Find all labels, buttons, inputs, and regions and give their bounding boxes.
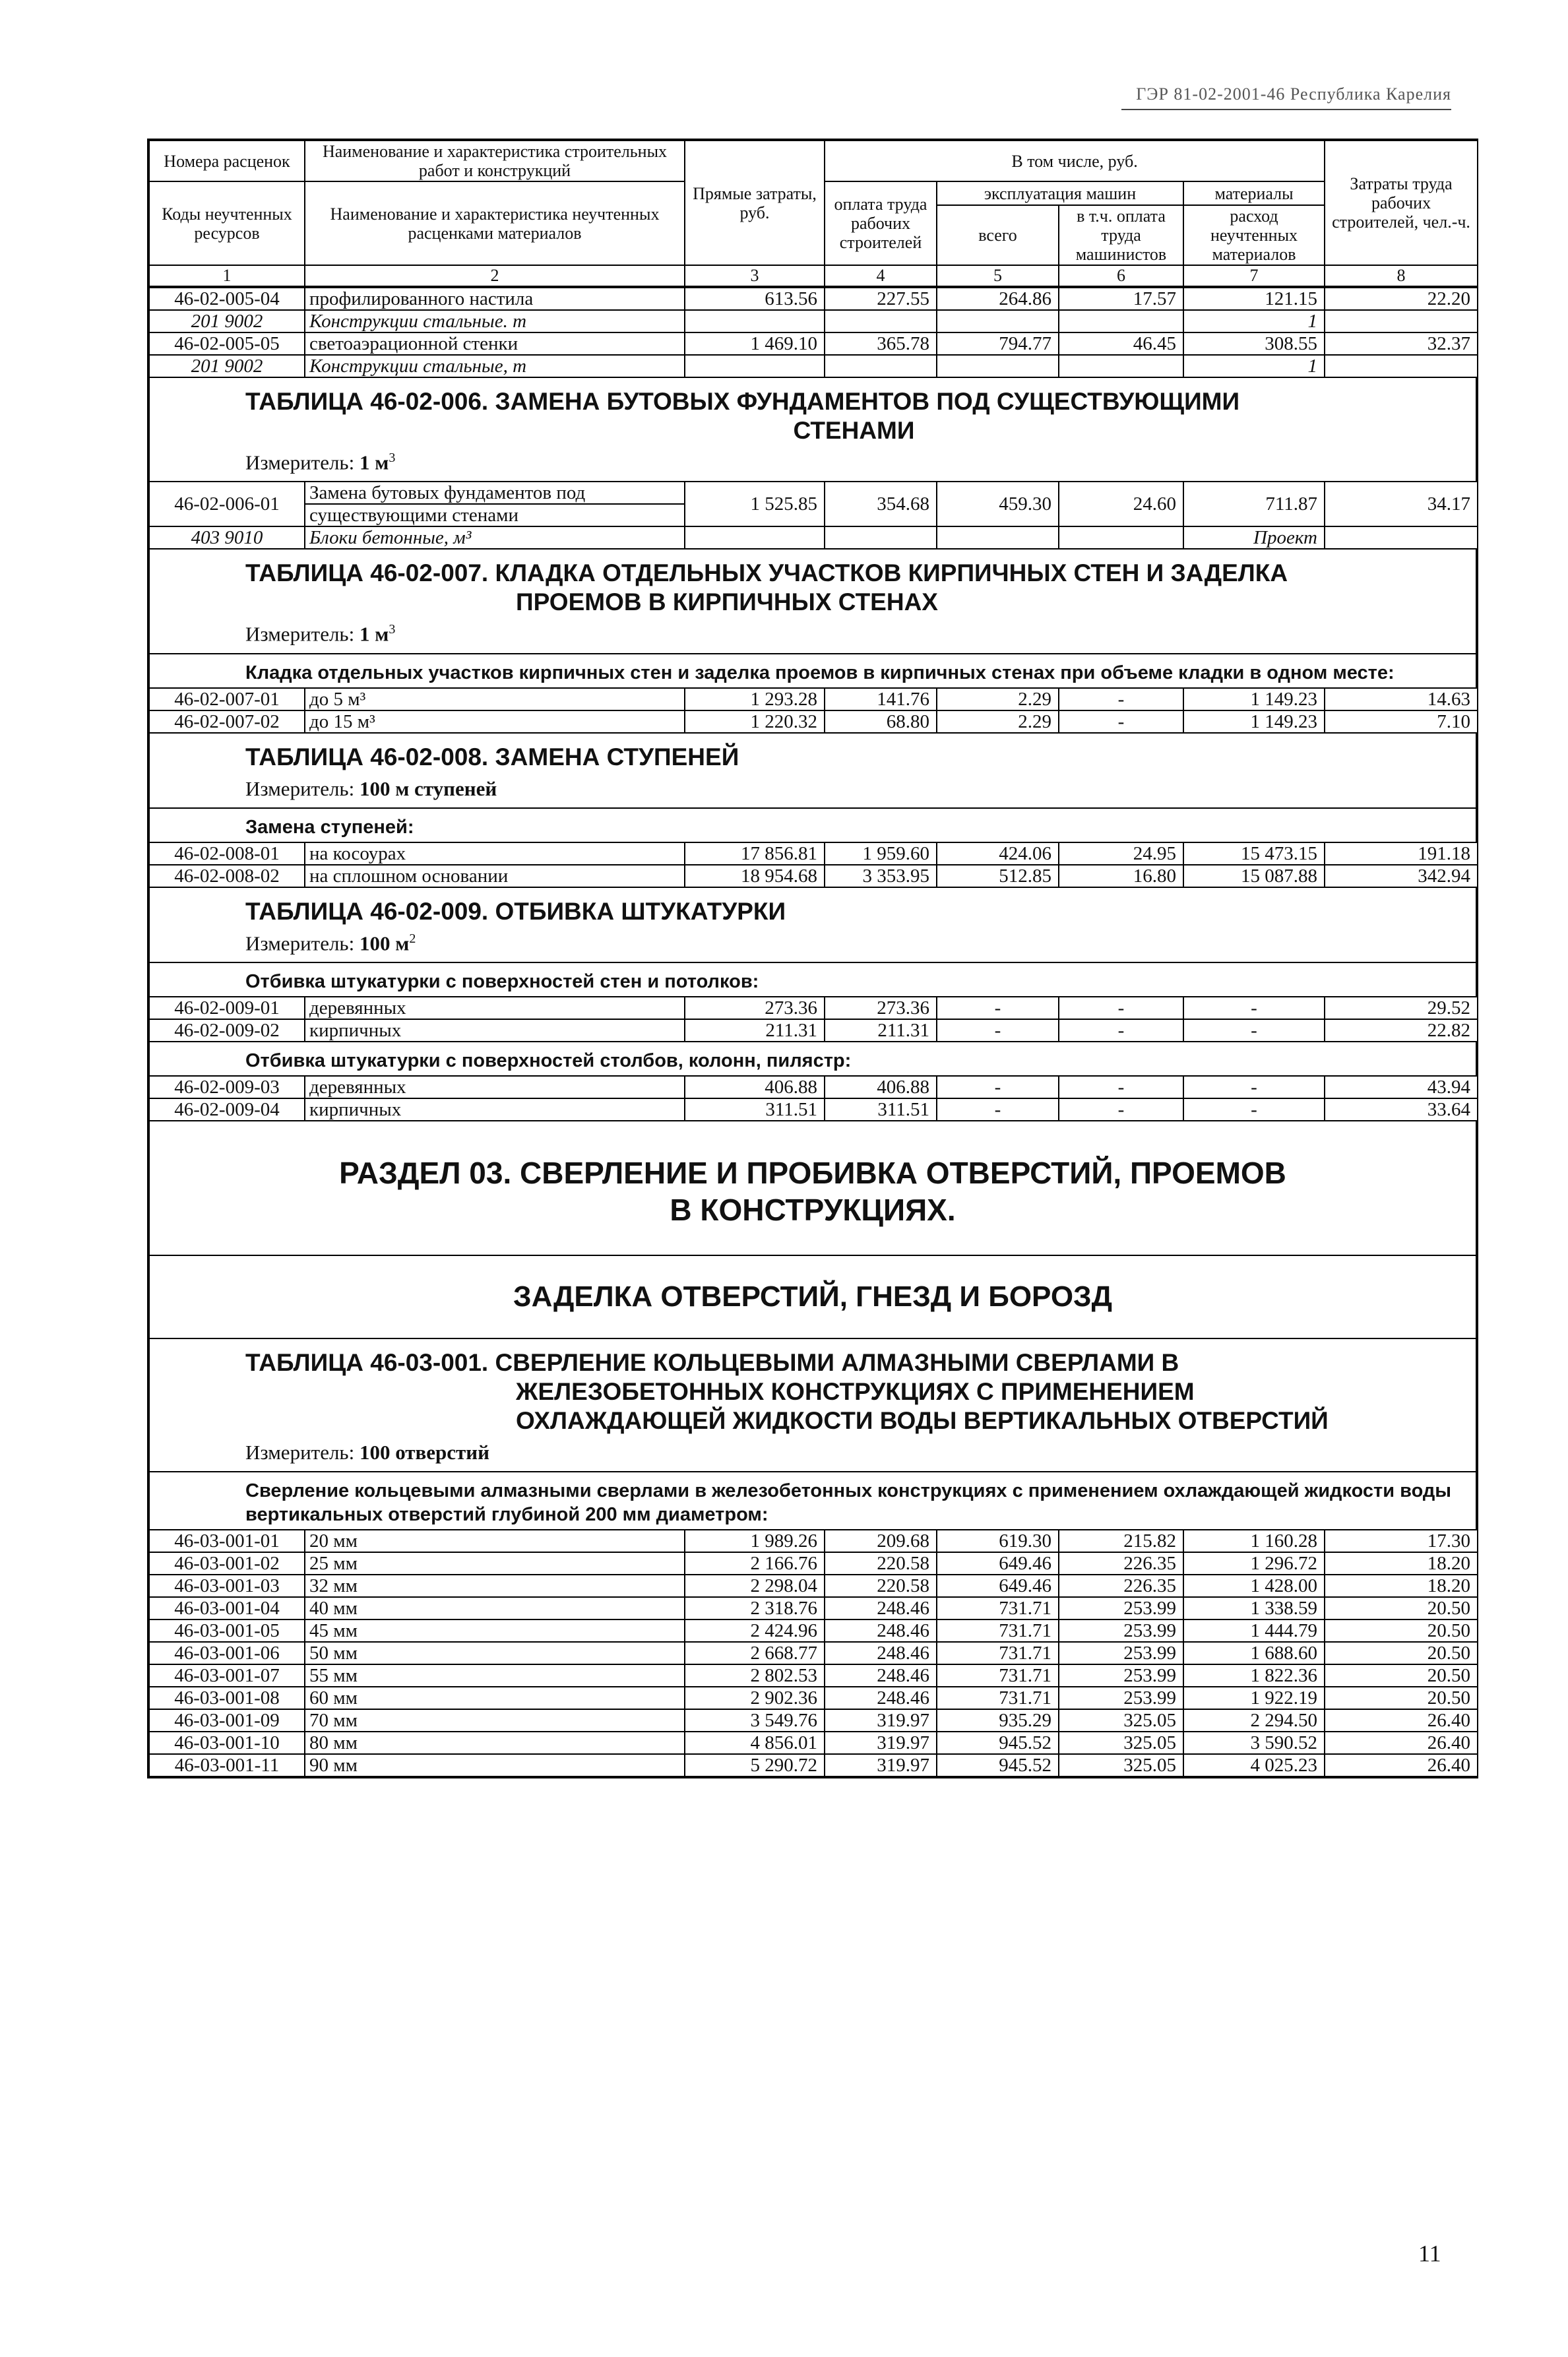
material-qty: 1	[1183, 310, 1325, 332]
machine-cost: 2.29	[937, 688, 1059, 710]
operator-pay: 16.80	[1059, 865, 1183, 887]
table-row	[149, 710, 1478, 733]
materials-cost: 3 590.52	[1183, 1732, 1325, 1754]
materials-cost: 15 473.15	[1183, 842, 1325, 865]
table-row	[149, 1552, 1478, 1575]
table-title: ТАБЛИЦА 46-02-008. ЗАМЕНА СТУПЕНЕЙ	[245, 743, 739, 770]
table-row	[149, 355, 1478, 377]
operator-pay: -	[1059, 710, 1183, 733]
rate-name: 32 мм	[305, 1575, 685, 1597]
table-row	[149, 1687, 1478, 1709]
rate-code: 46-02-005-05	[149, 332, 305, 355]
operator-pay: 17.57	[1059, 288, 1183, 310]
labor-hours: 18.20	[1325, 1552, 1478, 1575]
materials-cost: 15 087.88	[1183, 865, 1325, 887]
rate-name: на сплошном основании	[305, 865, 685, 887]
table-46-02-006-heading	[148, 378, 1477, 481]
rate-code: 46-03-001-06	[149, 1642, 305, 1664]
direct-cost: 2 298.04	[685, 1575, 825, 1597]
table-row	[149, 288, 1478, 310]
direct-cost: 211.31	[685, 1019, 825, 1042]
rate-name: Замена бутовых фундаментов под	[305, 482, 685, 504]
labor-pay: 220.58	[825, 1575, 937, 1597]
labor-pay: 406.88	[825, 1076, 937, 1098]
operator-pay: 325.05	[1059, 1709, 1183, 1732]
rows-46-02-008	[148, 842, 1478, 888]
labor-pay: 220.58	[825, 1552, 937, 1575]
rate-name: светоаэрационной стенки	[305, 332, 685, 355]
rows-46-02-005	[148, 287, 1478, 378]
column-number: 7	[1183, 265, 1325, 286]
header-direct-costs: Прямые затраты, руб.	[685, 141, 825, 265]
unit-of-measure: Измеритель: 1 $м^3$	[245, 622, 396, 646]
rate-code: 46-02-009-01	[149, 997, 305, 1019]
operator-pay: 253.99	[1059, 1642, 1183, 1664]
column-number: 8	[1325, 265, 1478, 286]
header-including: В том числе, руб.	[825, 141, 1325, 181]
table-row	[149, 997, 1478, 1019]
rows-46-02-009-columns	[148, 1075, 1478, 1121]
operator-pay: 253.99	[1059, 1664, 1183, 1687]
materials-cost: 1 428.00	[1183, 1575, 1325, 1597]
rate-code: 46-03-001-07	[149, 1664, 305, 1687]
labor-hours: 20.50	[1325, 1597, 1478, 1619]
labor-pay: 227.55	[825, 288, 937, 310]
header-machine-total: всего	[937, 205, 1059, 265]
table-row	[149, 1575, 1478, 1597]
direct-cost: 2 902.36	[685, 1687, 825, 1709]
machine-cost: 731.71	[937, 1597, 1059, 1619]
table-row	[149, 1664, 1478, 1687]
table-46-02-007-heading	[148, 550, 1477, 652]
table-row	[149, 1597, 1478, 1619]
direct-cost: 5 290.72	[685, 1754, 825, 1776]
labor-hours: 14.63	[1325, 688, 1478, 710]
machine-cost: -	[937, 997, 1059, 1019]
column-number: 1	[149, 265, 305, 286]
rate-code: 46-03-001-08	[149, 1687, 305, 1709]
machine-cost: 794.77	[937, 332, 1059, 355]
labor-pay: 311.51	[825, 1098, 937, 1121]
table-row	[149, 865, 1478, 887]
rate-code: 46-03-001-09	[149, 1709, 305, 1732]
labor-pay: 1 959.60	[825, 842, 937, 865]
material-name: Конструкции стальные. т	[305, 310, 685, 332]
group-caption: Сверление кольцевыми алмазными сверлами в железобетонных конструкциях с применением охлаждающей жидкости воды вертикальных отверстий глубиной 200 мм диаметром:	[148, 1471, 1477, 1529]
section-title-continued: В КОНСТРУКЦИЯХ.	[670, 1192, 956, 1227]
rate-code: 46-03-001-10	[149, 1732, 305, 1754]
rate-code: 46-02-009-04	[149, 1098, 305, 1121]
labor-hours: 26.40	[1325, 1709, 1478, 1732]
direct-cost: 1 293.28	[685, 688, 825, 710]
materials-cost: -	[1183, 1019, 1325, 1042]
header-rate-numbers: Номера расценок	[149, 141, 305, 181]
running-head: ГЭР 81-02-2001-46 Республика Карелия	[1136, 84, 1451, 104]
machine-cost: 945.52	[937, 1754, 1059, 1776]
direct-cost: 3 549.76	[685, 1709, 825, 1732]
table-row	[149, 688, 1478, 710]
operator-pay: 226.35	[1059, 1575, 1183, 1597]
rate-code: 46-02-008-02	[149, 865, 305, 887]
header-material-names: Наименование и характеристика неучтенных расценками материалов	[305, 181, 685, 265]
rate-name: 80 мм	[305, 1732, 685, 1754]
materials-cost: 1 688.60	[1183, 1642, 1325, 1664]
table-row	[149, 1754, 1478, 1776]
operator-pay: 253.99	[1059, 1687, 1183, 1709]
machine-cost: 512.85	[937, 865, 1059, 887]
operator-pay: 253.99	[1059, 1619, 1183, 1642]
subsection-heading: ЗАДЕЛКА ОТВЕРСТИЙ, ГНЕЗД И БОРОЗД	[148, 1255, 1477, 1338]
operator-pay: 253.99	[1059, 1597, 1183, 1619]
labor-hours: 26.40	[1325, 1732, 1478, 1754]
machine-cost: -	[937, 1019, 1059, 1042]
machine-cost: 459.30	[937, 482, 1059, 526]
machine-cost: 2.29	[937, 710, 1059, 733]
machine-cost: 264.86	[937, 288, 1059, 310]
resource-code: 201 9002	[149, 310, 305, 332]
header-resource-codes: Коды неучтенных ресурсов	[149, 181, 305, 265]
operator-pay: -	[1059, 997, 1183, 1019]
table-row	[149, 1098, 1478, 1121]
direct-cost: 17 856.81	[685, 842, 825, 865]
unit-of-measure: Измеритель: 1 $м^3$	[245, 451, 396, 474]
machine-cost: 731.71	[937, 1687, 1059, 1709]
rate-name: на косоурах	[305, 842, 685, 865]
table-title: ТАБЛИЦА 46-02-006. ЗАМЕНА БУТОВЫХ ФУНДАМЕНТОВ ПОД СУЩЕСТВУЮЩИМИ СТЕНАМИ	[245, 388, 1240, 444]
labor-hours: 33.64	[1325, 1098, 1478, 1121]
operator-pay: 24.60	[1059, 482, 1183, 526]
rate-code: 46-02-005-04	[149, 288, 305, 310]
table-46-02-008-heading	[148, 734, 1477, 807]
rate-code: 46-03-001-01	[149, 1530, 305, 1552]
header-unaccounted-materials: расход неучтенных материалов	[1183, 205, 1325, 265]
table-row	[149, 1709, 1478, 1732]
rate-sheet	[147, 139, 1478, 1778]
direct-cost: 1 989.26	[685, 1530, 825, 1552]
materials-cost: 711.87	[1183, 482, 1325, 526]
labor-pay: 365.78	[825, 332, 937, 355]
table-46-02-009-heading	[148, 888, 1477, 962]
running-head-rule	[1121, 109, 1451, 110]
labor-hours: 7.10	[1325, 710, 1478, 733]
labor-pay: 68.80	[825, 710, 937, 733]
materials-cost: -	[1183, 997, 1325, 1019]
direct-cost: 406.88	[685, 1076, 825, 1098]
page-number: 11	[1418, 2240, 1441, 2267]
table-row	[149, 1619, 1478, 1642]
unit-of-measure: Измеритель: 100 м ступеней	[245, 776, 497, 800]
table-title: ТАБЛИЦА 46-03-001. СВЕРЛЕНИЕ КОЛЬЦЕВЫМИ АЛМАЗНЫМИ СВЕРЛАМИ В ЖЕЛЕЗОБЕТОННЫХ КОНСТРУКЦИЯХ С ПРИМЕНЕНИЕМ ОХЛАЖДАЮЩЕЙ ЖИДКОСТИ ВОДЫ ВЕРТИКАЛЬНЫХ ОТВЕРСТИЙ	[245, 1348, 1329, 1434]
operator-pay: -	[1059, 1076, 1183, 1098]
rate-code: 46-02-008-01	[149, 842, 305, 865]
direct-cost: 4 856.01	[685, 1732, 825, 1754]
rate-name: профилированного настила	[305, 288, 685, 310]
rate-code: 46-02-007-02	[149, 710, 305, 733]
direct-cost: 1 525.85	[685, 482, 825, 526]
rows-46-03-001	[148, 1529, 1478, 1777]
labor-hours: 18.20	[1325, 1575, 1478, 1597]
group-caption: Отбивка штукатурки с поверхностей стен и потолков:	[148, 962, 1477, 996]
rate-code: 46-03-001-02	[149, 1552, 305, 1575]
labor-hours: 34.17	[1325, 482, 1478, 526]
materials-cost: 2 294.50	[1183, 1709, 1325, 1732]
column-number: 4	[825, 265, 937, 286]
material-qty: 1	[1183, 355, 1325, 377]
labor-hours: 26.40	[1325, 1754, 1478, 1776]
direct-cost: 2 166.76	[685, 1552, 825, 1575]
material-qty: Проект	[1183, 526, 1325, 549]
machine-cost: 731.71	[937, 1619, 1059, 1642]
machine-cost: 649.46	[937, 1575, 1059, 1597]
rate-name: 60 мм	[305, 1687, 685, 1709]
labor-pay: 248.46	[825, 1687, 937, 1709]
direct-cost: 613.56	[685, 288, 825, 310]
operator-pay: -	[1059, 1098, 1183, 1121]
machine-cost: 619.30	[937, 1530, 1059, 1552]
labor-pay: 3 353.95	[825, 865, 937, 887]
materials-cost: 1 160.28	[1183, 1530, 1325, 1552]
group-caption: Отбивка штукатурки с поверхностей столбов, колонн, пилястр:	[148, 1042, 1477, 1075]
direct-cost: 2 802.53	[685, 1664, 825, 1687]
resource-code: 201 9002	[149, 355, 305, 377]
direct-cost: 1 469.10	[685, 332, 825, 355]
rate-name: 70 мм	[305, 1709, 685, 1732]
unit-of-measure: Измеритель: 100 $м^2$	[245, 931, 416, 955]
operator-pay: 24.95	[1059, 842, 1183, 865]
rate-name: кирпичных	[305, 1098, 685, 1121]
table-title: ТАБЛИЦА 46-02-007. КЛАДКА ОТДЕЛЬНЫХ УЧАСТКОВ КИРПИЧНЫХ СТЕН И ЗАДЕЛКА ПРОЕМОВ В КИРПИЧНЫХ СТЕНАХ	[245, 559, 1288, 616]
rate-name: деревянных	[305, 1076, 685, 1098]
labor-hours: 17.30	[1325, 1530, 1478, 1552]
labor-pay: 248.46	[825, 1597, 937, 1619]
rate-name: деревянных	[305, 997, 685, 1019]
machine-cost: 945.52	[937, 1732, 1059, 1754]
labor-hours: 22.20	[1325, 288, 1478, 310]
labor-hours: 20.50	[1325, 1619, 1478, 1642]
header-operator-pay: в т.ч. оплата труда машинистов	[1059, 205, 1183, 265]
operator-pay: -	[1059, 1019, 1183, 1042]
labor-pay: 248.46	[825, 1642, 937, 1664]
rate-code: 46-03-001-05	[149, 1619, 305, 1642]
operator-pay: 46.45	[1059, 332, 1183, 355]
labor-pay: 319.97	[825, 1732, 937, 1754]
machine-cost: 731.71	[937, 1664, 1059, 1687]
materials-cost: 1 149.23	[1183, 710, 1325, 733]
material-name: Блоки бетонные, м³	[305, 526, 685, 549]
operator-pay: 325.05	[1059, 1754, 1183, 1776]
materials-cost: 1 922.19	[1183, 1687, 1325, 1709]
machine-cost: -	[937, 1098, 1059, 1121]
labor-hours: 20.50	[1325, 1642, 1478, 1664]
operator-pay: 325.05	[1059, 1732, 1183, 1754]
header-work-name: Наименование и характеристика строительных работ и конструкций	[305, 141, 685, 181]
header-machine-operation: эксплуатация машин	[937, 181, 1183, 205]
operator-pay: 226.35	[1059, 1552, 1183, 1575]
rate-name: 25 мм	[305, 1552, 685, 1575]
table-row	[149, 1732, 1478, 1754]
table-46-03-001-heading	[148, 1338, 1477, 1471]
table-row	[149, 1076, 1478, 1098]
labor-hours: 43.94	[1325, 1076, 1478, 1098]
rows-46-02-007	[148, 687, 1478, 734]
machine-cost: 731.71	[937, 1642, 1059, 1664]
table-row	[149, 332, 1478, 355]
materials-cost: 1 296.72	[1183, 1552, 1325, 1575]
table-row	[149, 842, 1478, 865]
rate-name: 90 мм	[305, 1754, 685, 1776]
column-number: 5	[937, 265, 1059, 286]
labor-pay: 319.97	[825, 1709, 937, 1732]
rate-code: 46-03-001-11	[149, 1754, 305, 1776]
unit-of-measure: Измеритель: 100 отверстий	[245, 1440, 489, 1464]
labor-pay: 273.36	[825, 997, 937, 1019]
rate-name-continued: существующими стенами	[305, 504, 685, 526]
rate-name: кирпичных	[305, 1019, 685, 1042]
table-row	[149, 482, 1478, 504]
rate-name: до 15 м³	[305, 710, 685, 733]
labor-pay: 209.68	[825, 1530, 937, 1552]
section-03-heading	[148, 1121, 1477, 1255]
direct-cost: 1 220.32	[685, 710, 825, 733]
rate-name: до 5 м³	[305, 688, 685, 710]
materials-cost: -	[1183, 1098, 1325, 1121]
labor-hours: 191.18	[1325, 842, 1478, 865]
rate-name: 55 мм	[305, 1664, 685, 1687]
table-title: ТАБЛИЦА 46-02-009. ОТБИВКА ШТУКАТУРКИ	[245, 897, 786, 925]
rate-code: 46-03-001-04	[149, 1597, 305, 1619]
direct-cost: 2 668.77	[685, 1642, 825, 1664]
direct-cost: 2 424.96	[685, 1619, 825, 1642]
resource-code: 403 9010	[149, 526, 305, 549]
labor-hours: 32.37	[1325, 332, 1478, 355]
column-number: 6	[1059, 265, 1183, 286]
labor-pay: 211.31	[825, 1019, 937, 1042]
rate-name: 45 мм	[305, 1619, 685, 1642]
labor-pay: 248.46	[825, 1619, 937, 1642]
rate-name: 40 мм	[305, 1597, 685, 1619]
material-name: Конструкции стальные, т	[305, 355, 685, 377]
materials-cost: 4 025.23	[1183, 1754, 1325, 1776]
labor-hours: 20.50	[1325, 1664, 1478, 1687]
rate-code: 46-02-009-02	[149, 1019, 305, 1042]
table-row	[149, 1019, 1478, 1042]
labor-hours: 342.94	[1325, 865, 1478, 887]
materials-cost: 1 822.36	[1183, 1664, 1325, 1687]
machine-cost: 424.06	[937, 842, 1059, 865]
table-row	[149, 1530, 1478, 1552]
rate-name: 20 мм	[305, 1530, 685, 1552]
rate-name: 50 мм	[305, 1642, 685, 1664]
materials-cost: -	[1183, 1076, 1325, 1098]
group-caption: Кладка отдельных участков кирпичных стен и заделка проемов в кирпичных стенах при объеме кладки в одном месте:	[148, 653, 1477, 687]
machine-cost: 935.29	[937, 1709, 1059, 1732]
labor-pay: 248.46	[825, 1664, 937, 1687]
column-header	[148, 140, 1478, 287]
rate-code: 46-03-001-03	[149, 1575, 305, 1597]
rows-46-02-006	[148, 481, 1478, 550]
operator-pay: 215.82	[1059, 1530, 1183, 1552]
column-number: 3	[685, 265, 825, 286]
direct-cost: 311.51	[685, 1098, 825, 1121]
operator-pay: -	[1059, 688, 1183, 710]
machine-cost: 649.46	[937, 1552, 1059, 1575]
section-title: РАЗДЕЛ 03. СВЕРЛЕНИЕ И ПРОБИВКА ОТВЕРСТИЙ, ПРОЕМОВ	[339, 1155, 1286, 1190]
labor-hours: 20.50	[1325, 1687, 1478, 1709]
table-row	[149, 310, 1478, 332]
materials-cost: 1 338.59	[1183, 1597, 1325, 1619]
header-labor-pay: оплата труда рабочих строителей	[825, 181, 937, 265]
rate-code: 46-02-006-01	[149, 482, 305, 526]
table-row	[149, 526, 1478, 549]
rate-code: 46-02-009-03	[149, 1076, 305, 1098]
direct-cost: 2 318.76	[685, 1597, 825, 1619]
labor-pay: 141.76	[825, 688, 937, 710]
group-caption: Замена ступеней:	[148, 807, 1477, 842]
column-number: 2	[305, 265, 685, 286]
labor-pay: 354.68	[825, 482, 937, 526]
labor-hours: 29.52	[1325, 997, 1478, 1019]
materials-cost: 1 444.79	[1183, 1619, 1325, 1642]
labor-pay: 319.97	[825, 1754, 937, 1776]
header-labor-hours: Затраты труда рабочих строителей, чел.-ч.	[1325, 141, 1478, 265]
materials-cost: 1 149.23	[1183, 688, 1325, 710]
header-materials: материалы	[1183, 181, 1325, 205]
machine-cost: -	[937, 1076, 1059, 1098]
table-row	[149, 1642, 1478, 1664]
materials-cost: 121.15	[1183, 288, 1325, 310]
materials-cost: 308.55	[1183, 332, 1325, 355]
direct-cost: 18 954.68	[685, 865, 825, 887]
rows-46-02-009-walls	[148, 996, 1478, 1042]
rate-code: 46-02-007-01	[149, 688, 305, 710]
labor-hours: 22.82	[1325, 1019, 1478, 1042]
direct-cost: 273.36	[685, 997, 825, 1019]
